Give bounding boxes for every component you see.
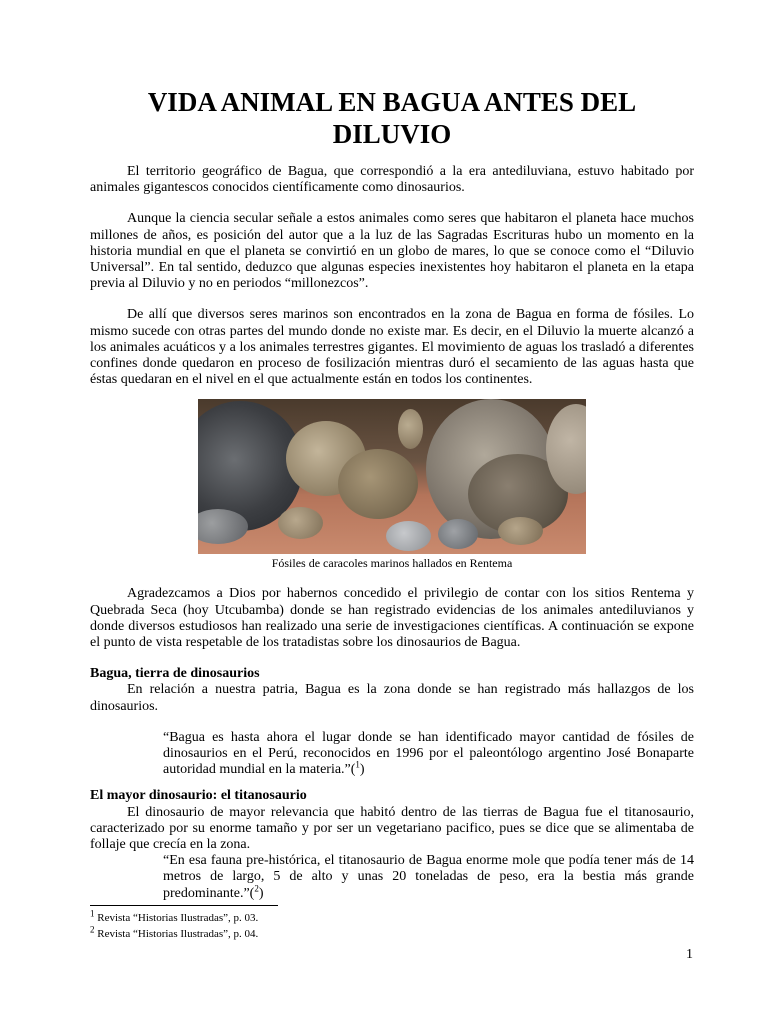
page-title: VIDA ANIMAL EN BAGUA ANTES DEL DILUVIO <box>147 87 637 149</box>
document-page <box>90 86 694 902</box>
paragraph-3: De allí que diversos seres marinos son encontrados en la zona de Bagua en forma de fósiles. Lo mismo sucede con otras partes del mundo donde no existe mar. Es decir, en el Diluvio la muerte alcanzó a los animales acuáticos y a los animales terrestres gigantes. El movimiento de aguas los trasladó a diferentes confines donde quedaron en proceso de fosilización mientras duró el secamiento de las aguas hasta que éstas quedaran en el nivel en el que actualmente están en todos los continentes. <box>90 307 694 388</box>
footnote-divider <box>90 905 278 906</box>
page-number: 1 <box>686 947 693 962</box>
section1-text: En relación a nuestra patria, Bagua es la zona donde se han registrado más hallazgos de los dinosaurios. <box>90 682 694 714</box>
section-heading-titanosaurio: El mayor dinosaurio: el titanosaurio <box>90 788 307 804</box>
footnote-2: $^2$ Revista “Historias Ilustradas”, p. 04. <box>90 924 259 940</box>
section-heading-bagua: Bagua, tierra de dinosaurios <box>90 666 260 682</box>
fossil-figure <box>198 399 586 571</box>
section2-text: El dinosaurio de mayor relevancia que habitó dentro de las tierras de Bagua fue el titanosaurio, caracterizado por su enorme tamaño y por ser un vegetariano pacifico, pues se dice que se alimentaba de follaje que crecía en la zona. <box>90 804 694 853</box>
fossil-snails-photo <box>198 399 586 554</box>
figure-caption: Fósiles de caracoles marinos hallados en Rentema <box>271 556 513 571</box>
footnotes <box>90 910 490 942</box>
paragraph-4: Agradezcamos a Dios por habernos concedido el privilegio de contar con los sitios Rentema y Quebrada Seca (hoy Utcubamba) donde se han registrado evidencias de los animales antediluvianos y donde diversos estudiosos han realizado una serie de investigaciones científicas. A continuación se expone el punto de vista respetable de los tratadistas sobre los dinosaurios de Bagua. <box>90 586 694 651</box>
section2-quote: “En esa fauna pre-histórica, el titanosaurio de Bagua enorme mole que podía tener más de 14 metros de largo, 5 de alto y unas 20 toneladas de peso, era la bestia más grande predominante.”($^2$) <box>163 853 694 901</box>
footnote-1: $^1$ Revista “Historias Ilustradas”, p. 03. <box>90 908 259 924</box>
section1-quote: “Bagua es hasta ahora el lugar donde se han identificado mayor cantidad de fósiles de dinosaurios en el Perú, reconocidos en 1996 por el paleontólogo argentino José Bonaparte autoridad mundial en la materia.”($^1$) <box>163 729 694 778</box>
footnote-ref-2: 2 <box>254 883 259 894</box>
paragraph-1: El territorio geográfico de Bagua, que correspondió a la era antediluviana, estuvo habitado por animales gigantescos conocidos científicamente como dinosaurios. <box>90 164 694 196</box>
footnote-ref-1: 1 <box>355 759 360 770</box>
paragraph-2: Aunque la ciencia secular señale a estos animales como seres que habitaron el planeta hace muchos millones de años, es posición del autor que a la luz de las Sagradas Escrituras hubo un momento en la historia mundial en que el planeta se convirtió en un globo de mares, lo que se conoce como el “Diluvio Universal”. En tal sentido, deduzco que algunas especies inexistentes hoy habitaron el planeta en la etapa previa al Diluvio y no en periodos “millonezcos”. <box>90 211 694 292</box>
